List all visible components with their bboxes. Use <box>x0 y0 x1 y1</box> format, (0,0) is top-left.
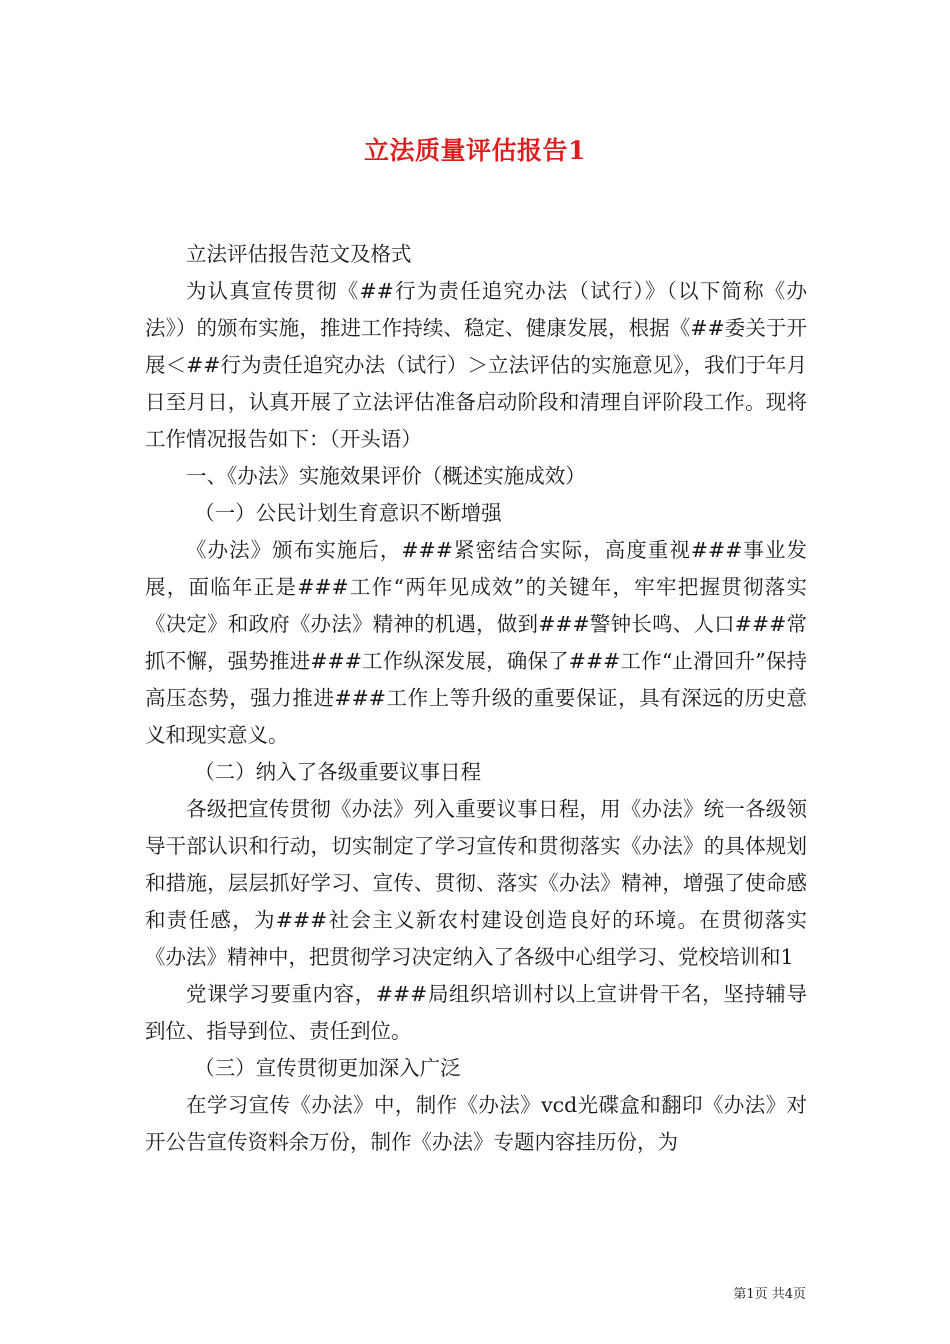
intro-paragraph: 为认真宣传贯彻《##行为责任追究办法（试行）》（以下简称《办法》）的颁布实施，推进工作持续、稳定、健康发展，根据《##委关于开展＜##行为责任追究办法（试行）＞立法评估的实施意见》，我们于年月日至月日，认真开展了立法评估准备启动阶段和清理自评阶段工作。现将工作情况报告如下：（开头语） <box>145 279 807 451</box>
subsection1-heading: （一）公民计划生育意识不断增强 <box>194 501 502 525</box>
subsection2-heading: （二）纳入了各级重要议事日程 <box>194 760 482 784</box>
document-subtitle: 立法评估报告范文及格式 <box>186 242 412 266</box>
document-title: 立法质量评估报告1 <box>364 136 586 165</box>
subsection1-body: 《办法》颁布实施后，###紧密结合实际，高度重视###事业发展，面临年正是###工作“两年见成效”的关键年，牢牢把握贯彻落实《决定》和政府《办法》精神的机遇，做到###警钟长鸣、人口###常抓不懈，强势推进###工作纵深发展，确保了###工作“止滑回升”保持高压态势，强力推进###工作上等升级的重要保证，具有深远的历史意义和现实意义。 <box>145 538 807 747</box>
subsection2-body-continued: 党课学习要重内容，###局组织培训村以上宣讲骨干名，坚持辅导到位、指导到位、责任到位。 <box>145 982 807 1043</box>
subsection3-body: 在学习宣传《办法》中，制作《办法》vcd光碟盒和翻印《办法》对开公告宣传资料余万份，制作《办法》专题内容挂历份，为 <box>145 1093 807 1154</box>
subsection2-body: 各级把宣传贯彻《办法》列入重要议事日程，用《办法》统一各级领导干部认识和行动，切实制定了学习宣传和贯彻落实《办法》的具体规划和措施，层层抓好学习、宣传、贯彻、落实《办法》精神，增强了使命感和责任感，为###社会主义新农村建设创造良好的环境。在贯彻落实《办法》精神中，把贯彻学习决定纳入了各级中心组学习、党校培训和1 <box>145 797 807 969</box>
section1-heading: 一、《办法》实施效果评价（概述实施成效） <box>186 464 586 488</box>
document-body <box>145 236 807 1161</box>
page-number-footer: 第1页 共4页 <box>733 1287 806 1302</box>
subsection3-heading: （三）宣传贯彻更加深入广泛 <box>194 1056 461 1080</box>
